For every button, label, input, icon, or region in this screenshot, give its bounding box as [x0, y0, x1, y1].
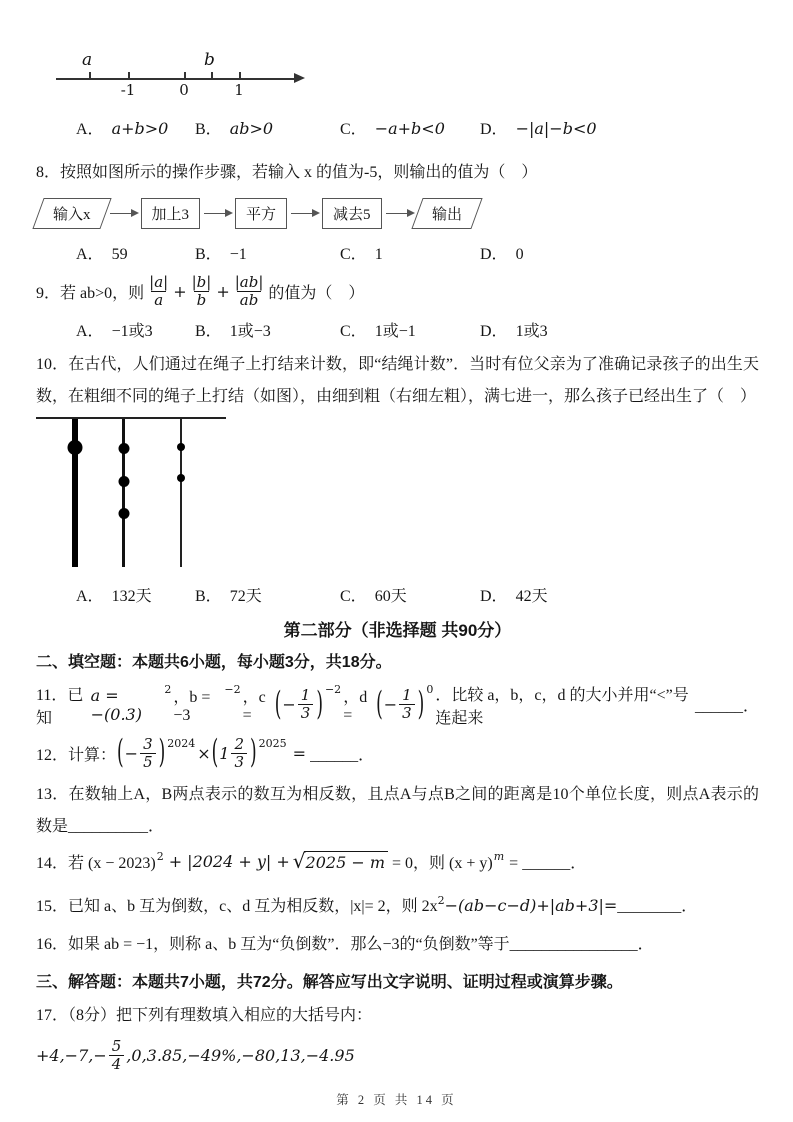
q9-options — [36, 318, 759, 341]
part2-title: 第二部分（非选择题 共90分） — [283, 620, 512, 640]
q9-fraction-2: $\frac{|b|}{b}$ — [191, 273, 212, 310]
flow-input-node: 输入x — [32, 198, 111, 229]
q10-options — [36, 583, 759, 606]
numberline-label-a: a — [82, 50, 93, 70]
q8-options — [36, 241, 759, 264]
numberline-label-neg1: -1 — [120, 81, 136, 99]
flow-add3-node: 加上3 — [141, 198, 201, 229]
q12-exp-1: 2024 — [167, 736, 196, 750]
q8-option-c: C． 1 — [340, 246, 383, 263]
q10-option-a: A． 132天 — [76, 587, 152, 605]
q7-options — [36, 116, 759, 139]
q9-fraction-3: $\frac{|ab|}{ab}$ — [234, 273, 264, 310]
close-paren: ) — [250, 734, 257, 773]
fill-in-section-header: 二、填空题：本题共6小题，每小题3分，共18分。 — [36, 653, 392, 671]
flow-arrow-icon — [204, 213, 231, 215]
q10-rope-figure — [36, 417, 266, 573]
open-paren: ( — [376, 685, 383, 724]
q7-option-d: D． −|a|−b<0 — [480, 119, 597, 138]
q14-stem: 14．若 (x − 2023) 2 + |2024 + y| + √ 2025 − m = 0，则 (x + y) m = ______． — [36, 849, 587, 873]
q11-exp-d: 0 — [426, 682, 434, 696]
q8-option-a: A． 59 — [76, 246, 128, 263]
q8-option-b: B． −1 — [195, 246, 247, 263]
flow-square-node: 平方 — [235, 198, 287, 229]
numberline-label-0: 0 — [179, 81, 189, 99]
q17-stem: 17．（8分）把下列有理数填入相应的大括号内： — [36, 1007, 373, 1024]
open-paren: ( — [274, 685, 282, 724]
flow-subtract5-node: 减去5 — [322, 198, 382, 229]
numberline-axis — [56, 78, 296, 80]
knot — [68, 440, 83, 455]
numberline-label-b: b — [204, 50, 215, 70]
open-paren: ( — [211, 734, 219, 773]
knot — [118, 443, 129, 454]
knot — [118, 508, 129, 519]
q16-stem: 16．如果 ab = −1，则称 a、b 互为“负倒数”．那么−3的“负倒数”等于________________． — [36, 936, 654, 953]
knot — [177, 474, 185, 482]
q7-numberline-figure — [56, 52, 356, 100]
q10-stem: 10．在古代，人们通过在绳子上打结来计数，即“结绳计数”．当时有位父亲为了准确记录孩子的出生天数，在粗细不同的绳子上打结（如图），由细到粗（右细左粗），满七进一，那么孩子已经出生了（ ） — [36, 355, 759, 405]
flow-arrow-icon — [110, 213, 137, 215]
q8-option-d: D． 0 — [480, 246, 524, 263]
q11-fraction-d: $\frac{1}{3}$ — [399, 687, 415, 723]
q11-fraction-c: $\frac{1}{3}$ — [298, 687, 314, 723]
radical-icon: √ — [292, 849, 306, 873]
rope-medium — [122, 419, 125, 567]
knot — [177, 443, 185, 451]
numberline-arrow-icon — [294, 73, 305, 83]
flow-arrow-icon — [291, 213, 318, 215]
q9-option-a: A． −1或3 — [76, 322, 153, 340]
q14-exp-2: 2 — [156, 850, 164, 863]
close-paren: ) — [316, 685, 323, 724]
numberline-tick-1 — [239, 72, 241, 79]
q14-answer-blank: = ______． — [509, 854, 587, 872]
numberline-tick-0 — [184, 72, 186, 79]
q9-option-b: B． 1或−3 — [195, 322, 271, 340]
numberline-label-1: 1 — [234, 81, 244, 99]
q11-stem: 11．已知 a = −(0.3) 2 ，b = −3 −2 ，c = ( − $\frac{1}{3}$ ) −2 ，d = ( − $\frac{1}{3}$ ) 0 ．比较 a，b，c，d 的大小并用“<”号连起来 ______． — [36, 682, 759, 727]
q12-answer-blank: ______． — [310, 746, 375, 764]
q13-stem: 13．在数轴上A，B两点表示的数互为相反数，且点A与点B之间的距离是10个单位长度，则点A表示的数是__________． — [36, 786, 759, 835]
close-paren: ) — [417, 685, 425, 724]
q7-option-a: A． a+b>0 — [76, 119, 169, 138]
knot — [118, 476, 129, 487]
q15-stem: 15．已知 a、b 互为倒数，c、d 互为相反数，|x|= 2，则 $2x^2-(ab-c-d)+|ab+3|=\_\_\_\_\_\_\_\_$． — [36, 894, 698, 915]
q14-exp-m: m — [493, 850, 505, 863]
q12-exp-2: 2025 — [258, 736, 287, 750]
flow-arrow-icon — [386, 213, 413, 215]
q11-exp-a: 2 — [164, 682, 172, 696]
q9-option-d: D． 1或3 — [480, 322, 548, 340]
q9-option-c: C． 1或−1 — [340, 322, 416, 340]
q8-flowchart — [38, 198, 759, 229]
q17-number-list: +4,−7,− $\frac{5}{4}$ ,0,3.85,−49%,−80,13,−4.95 — [36, 1037, 355, 1074]
numberline-tick-b — [211, 72, 213, 79]
q9-stem: 9．若 ab>0，则 $\frac{|a|}{a}$ + $\frac{|b|}{b}$ + $\frac{|ab|}{ab}$ 的值为（ ） — [36, 273, 365, 310]
q10-option-d: D． 42天 — [480, 587, 548, 605]
q9-fraction-1: $\frac{|a|}{a}$ — [149, 273, 169, 310]
numberline-tick-a — [89, 72, 91, 79]
q12-fraction-2: $\frac{2}{3}$ — [231, 736, 247, 772]
rope-thin — [180, 419, 182, 567]
open-paren: ( — [117, 734, 124, 773]
q14-radicand: 2025 − m — [304, 851, 388, 872]
q8-stem: 8．按照如图所示的操作步骤，若输入 x 的值为-5，则输出的值为（ ） — [36, 164, 538, 181]
q10-option-c: C． 60天 — [340, 587, 407, 605]
q12-stem: 12．计算： ( − $\frac{3}{5}$ ) 2024 × ( 1 $\frac{2}{3}$ ) 2025 = ______． — [36, 734, 375, 773]
flow-output-node: 输出 — [411, 198, 482, 229]
q7-option-c: C． −a+b<0 — [340, 119, 445, 138]
q15-exp: 2 — [437, 894, 445, 907]
q12-fraction-1: $\frac{3}{5}$ — [140, 736, 156, 772]
q11-exp-c: −2 — [324, 682, 342, 696]
q10-option-b: B． 72天 — [195, 587, 262, 605]
q15-answer-blank: ________． — [617, 898, 698, 915]
q11-exp-b: −2 — [224, 682, 241, 696]
q17-fraction: $\frac{5}{4}$ — [109, 1038, 125, 1074]
numberline-tick-neg1 — [128, 72, 130, 79]
q11-answer-blank: ______． — [694, 698, 759, 715]
close-paren: ) — [158, 734, 166, 773]
rope-top-bar — [36, 417, 226, 419]
page-number-footer: 第 2 页 共 14 页 — [336, 1093, 457, 1107]
answer-section-header: 三、解答题：本题共7小题，共72分。解答应写出文字说明、证明过程或演算步骤。 — [36, 974, 623, 991]
q7-option-b: B． ab>0 — [195, 119, 274, 138]
